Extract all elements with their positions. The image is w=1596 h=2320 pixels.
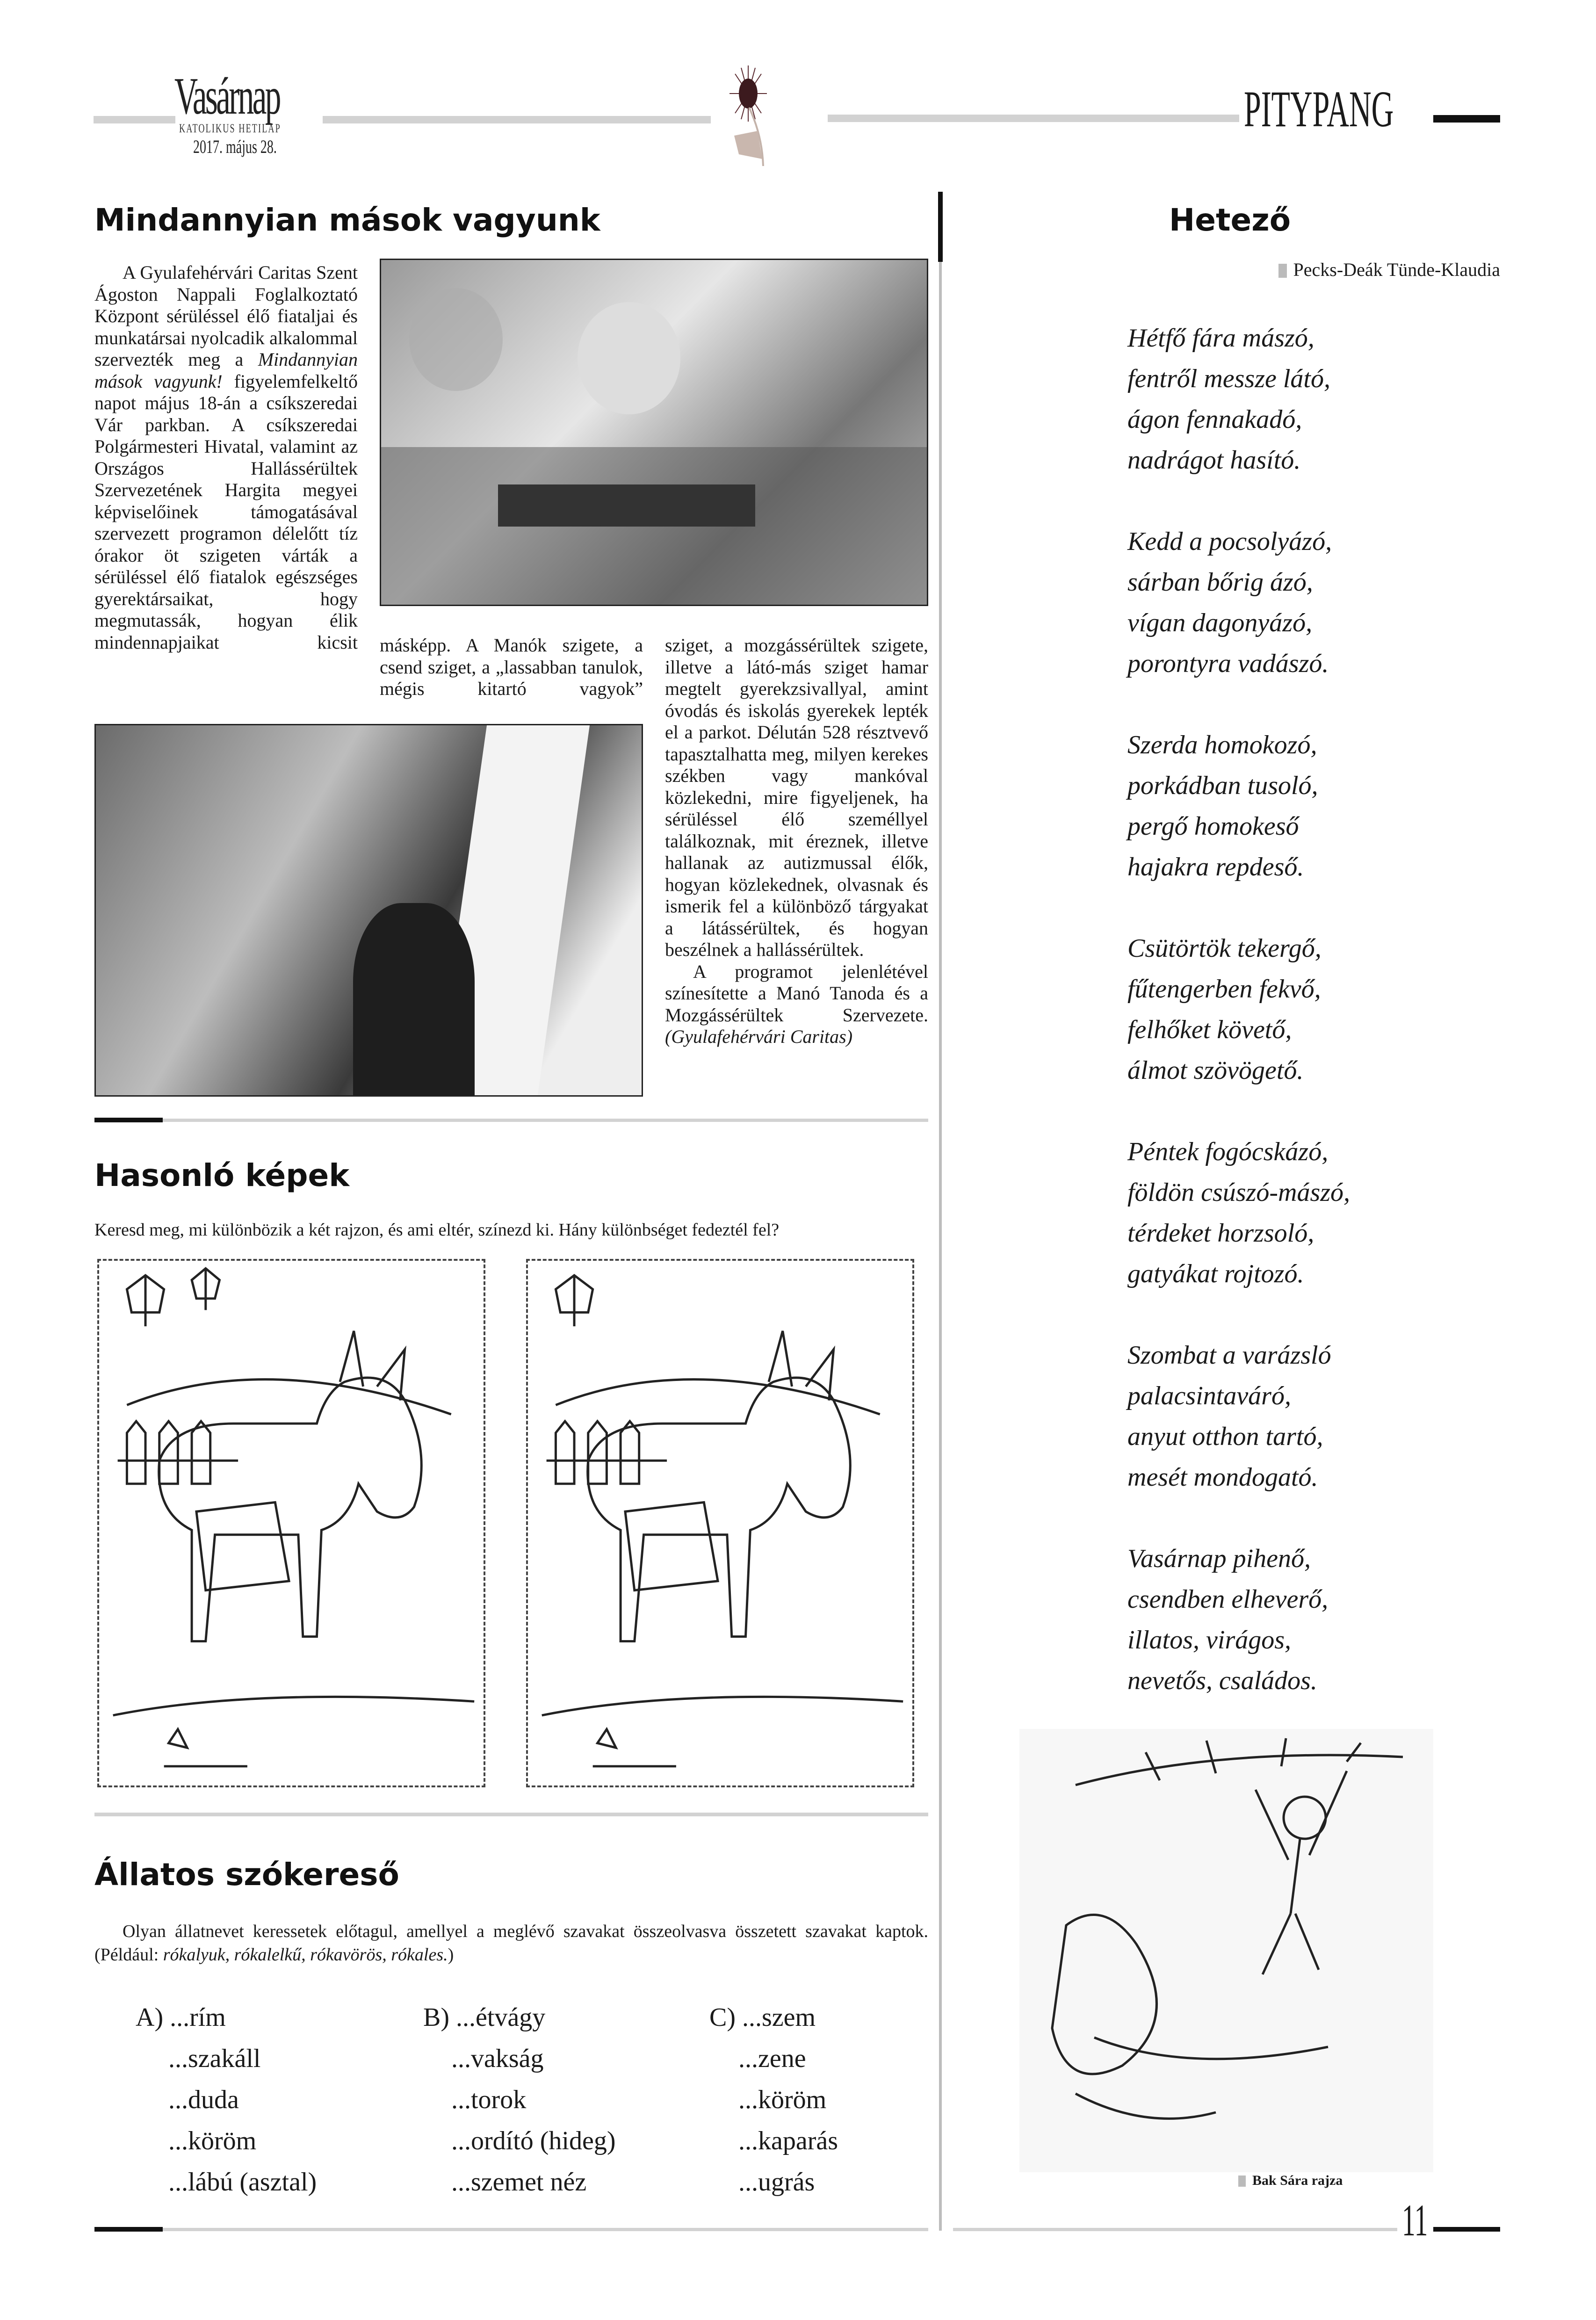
poem-line: felhőket követő, — [1127, 1015, 1292, 1044]
donkey-drawing-left — [97, 1259, 485, 1787]
article-title: Mindannyian mások vagyunk — [94, 202, 600, 238]
photo-children-playing — [380, 259, 928, 606]
poem-line: anyut otthon tartó, — [1127, 1422, 1323, 1451]
article-column-1: A Gyulafehérvári Caritas Szent Ágoston Nappali Foglalkoztató Központ sérüléssel élő fiataljai és munkatársai nyolcadik alkalommal szervezték meg a Mindannyian mások vagyunk! figyelemfelkeltő napot május 18-án a csíkszeredai Vár parkban. A csíkszeredai Polgármesteri Hivatal, valamint az Országos Hallássérültek Szervezetének Hargita megyei képviselőinek támogatásával szervezett programon délelőtt tíz órakor öt szigeten várták a sérüléssel élő fiatalok egészséges gyerektársaikat, hogy megmutassák, hogyan élik mindennapjaikat kicsit — [94, 262, 358, 653]
poem-stanza — [1127, 318, 1350, 481]
poem-line: Péntek fogócskázó, — [1127, 1137, 1329, 1166]
dandelion-icon — [729, 65, 823, 168]
illustration-caption: Bak Sára rajza — [1238, 2173, 1343, 2189]
section-name: PITYPANG — [1244, 80, 1394, 137]
article-column-2: másképp. A Manók szigete, a csend sziget, a „lassabban tanulok, mégis kitartó vagyok” — [380, 635, 643, 699]
spot-diff-instruction: Keresd meg, mi különbözik a két rajzon, és ami eltér, színezd ki. Hány különbséget fedeztél fel? — [94, 1220, 780, 1240]
poem-line: sárban bőrig ázó, — [1127, 568, 1313, 597]
poem-line: Szerda homokozó, — [1127, 730, 1317, 759]
illustration-boy-on-branch — [1019, 1729, 1433, 2172]
poem-line: nevetős, családos. — [1127, 1666, 1317, 1695]
word-search-instruction: Olyan állatnevet keressetek előtagul, amellyel a meglévő szavakat összeolvasva összetett szavakat kaptok. (Például: rókalyuk, rókalelkű, rókavörös, rókales.) — [94, 1922, 928, 1965]
word-column-a: A) ...rím ...szakáll ...duda ...köröm ...lábú (asztal) — [136, 2003, 317, 2197]
photo-girls-painting — [94, 724, 643, 1097]
poem-line: mesét mondogató. — [1127, 1463, 1318, 1492]
poem-line: porontyra vadászó. — [1127, 649, 1329, 678]
article-column-3: sziget, a mozgássérültek szigete, illetve a látó-más sziget hamar megtelt gyerekzsivallyal, amint óvodás és iskolás gyerekek lepték el a parkot. Délután 528 résztvevő tapasztalhatta meg, milyen kerekes székben vagy mankóval közlekedni, mire figyeljenek, ha sérüléssel élő személlyel találkoznak, mit éreznek, illetve hallanak az autizmussal élők, hogyan közlekednek, olvasnak és ismerik fel a különböző tárgyakat a látássérültek, és hogyan beszélnek a hallássérültek. A programot jelenlétével színesítette a Manó Tanoda és a Mozgássérültek Szervezete. (Gyulafehérvári Caritas) — [665, 635, 928, 1047]
poem-line: fentről messze látó, — [1127, 364, 1330, 393]
logo-title: Vasárnap — [174, 67, 280, 125]
poem-stanza — [1127, 1539, 1350, 1701]
poem-stanza — [1127, 928, 1350, 1091]
poem-line: csendben elheverő, — [1127, 1585, 1329, 1614]
poem-line: földön csúszó-mászó, — [1127, 1178, 1350, 1207]
word-column-b: B) ...étvágy ...vakság ...torok ...ordító (hideg) ...szemet néz — [423, 2003, 616, 2197]
poem-line: Hétfő fára mászó, — [1127, 324, 1314, 353]
poem-line: hajakra repdeső. — [1127, 853, 1304, 882]
newspaper-logo — [174, 67, 324, 157]
article-source: (Gyulafehérvári Caritas) — [665, 1026, 853, 1047]
poem-author: Pecks-Deák Tünde-Klaudia — [1278, 259, 1500, 281]
poem-line: illatos, virágos, — [1127, 1626, 1292, 1655]
poem-line: porkádban tusoló, — [1127, 771, 1318, 800]
poem-line: Szombat a varázsló — [1127, 1341, 1331, 1370]
poem-line: álmot szövögető. — [1127, 1056, 1304, 1085]
poem-stanza — [1127, 1335, 1350, 1498]
poem-line: vígan dagonyázó, — [1127, 608, 1313, 637]
word-column-c: C) ...szem ...zene ...köröm ...kaparás ...ugrás — [709, 2003, 838, 2197]
poem-line: ágon fennakadó, — [1127, 405, 1302, 434]
poem-stanza — [1127, 725, 1350, 888]
page-number: 11 — [1402, 2195, 1428, 2245]
poem-line: Csütörtök tekergő, — [1127, 934, 1322, 963]
poem-line: gatyákat rojtozó. — [1127, 1259, 1304, 1288]
poem-line: térdeket horzsoló, — [1127, 1219, 1314, 1248]
poem-title: Hetező — [1169, 202, 1291, 238]
poem-line: nadrágot hasító. — [1127, 446, 1301, 475]
poem-body — [1127, 318, 1350, 1742]
poem-line: Kedd a pocsolyázó, — [1127, 527, 1332, 556]
donkey-drawing-right — [526, 1259, 914, 1787]
poem-stanza — [1127, 1132, 1350, 1294]
spot-diff-title: Hasonló képek — [94, 1157, 350, 1193]
logo-subtitle: KATOLIKUS HETILAP — [179, 122, 281, 135]
poem-stanza — [1127, 521, 1350, 684]
poem-line: Vasárnap pihenő, — [1127, 1544, 1311, 1573]
poem-line: pergő homokeső — [1127, 812, 1299, 841]
poem-line: palacsintaváró, — [1127, 1381, 1291, 1410]
issue-date: 2017. május 28. — [193, 136, 277, 157]
word-search-title: Állatos szókereső — [94, 1857, 399, 1893]
poem-line: fűtengerben fekvő, — [1127, 975, 1321, 1004]
